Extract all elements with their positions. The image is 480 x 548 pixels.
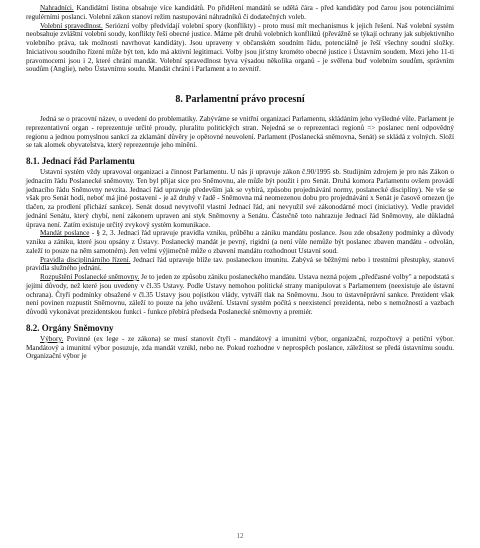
- term-nahradnici: Nahradníci.: [40, 4, 74, 12]
- chapter-title: 8. Parlamentní právo procesní: [175, 94, 305, 105]
- term-vybory: Výbory.: [40, 334, 64, 343]
- paragraph-vybory: Výbory. Povinné (ex lege - ze zákona) se musí stanovit čtyři - mandátový a imunitní výbor, organizační, rozpočtový a petiční výbor. Mandátový a imunitní výbor posuzuje, zda mandát vznikl, nebo ne. Pokud rozhodne v neprospěch poslance, záležitost se předá ústavnímu soudu. Organizační výbor je: [26, 334, 454, 361]
- chapter-intro: Jedná se o pracovní název, o uvedení do problematiky. Zabýváme se vnitřní organizací Parlamentu, skládáním jeho vyšledné vůle. Parlament je reprezentativní organ - reprezentuje určité proudy, pluralitu politických stran. Nejedná se o reprezentaci regionů => poslanec není odpovědný regionu a jednou pomyslnou sankcí za zklamání důvěry je opětovné neuvolení. Parlament (Poslanecká sněmovna, Senát) se skládá z volných. Složí se tak alomek obyvatelstva, který reprezentuje jeho mínění.: [26, 115, 454, 150]
- section-title-jednaci-rad: 8.1. Jednací řád Parlamentu: [26, 156, 135, 166]
- page-number: 12: [236, 532, 244, 540]
- term-volebni-spravedlnost: Volební spravedlnost.: [40, 21, 103, 30]
- paragraph-rozpusteni-snemovny: Rozpuštění Poslanecké sněmovny. Je to jeden ze způsobu zániku poslaneckého mandátu. Ustava nezná pojem „předčasné volby" a nepodstatá s jejími důvody, než které jsou uvedeny v čl.35 Ustavy. Podle Ustavy nemohou politické strany manipulovat s Parlamentem (neexistuje ale ústavní ochrana). Čtyři podmínky obsažené v čl.35 Ustavy jsou pojistkou vlády, vytváří tlak na Sněmovnu. Jsou to ústavněprávní sankce. Prezident však není povinen rozpustit Sněmovnu, záleží to pouze na jeho uvážení. Ustavní systém počítá s neexistencí prezidenta, nebo s nemožností a vazbach důvodů vykonávat prezidentskou funkci - funkce přebírá předseda Poslanecké sněmovny a premiér.: [26, 273, 454, 316]
- paragraph-mandat-poslance: Mandát poslance - § 2, 3. Jednací řád upravuje pravidla vzniku, průběhu a zániku mandátu poslance. Jsou zde obsaženy podmínky a důvody vzniku a zániku, které jsou opsány z Ústavy. Poslanecký mandát je pevný, rigidní (a není vůle nemůže být poslanec zbaven mandátu - odvolán, zaleží to pouze na něm samotném). Jen velmi výjimečně může o zbavení mandátu rozhodnout Ustavní soud.: [26, 229, 454, 255]
- paragraph-volebni-spravedlnost: Volební spravedlnost. Seriózní volby předvídají volební spory (konflikty) - proto musí mít mechanismus k jejich řešení. Naš volební systém neobsahuje zvláštní volební soudy, konflikty řeší obecné justice. Máme pět druhů volebních konfliktů (převážně se týkají ochrany jak subjektivního volebního práva, tak možnosti navrhovat kandidáty). Jsou upraveny v občanském soudním řádu, potenciálně je řeší všechny soudní složky. Iniciativou soudního řízení může být ten, kdo má aktivní legitimaci. Volby jsou jiťstny krométo obecné justice i Ústavním soudem. Mezi jeho 11-ti pravomocemi jsou i 2, které chrání mandát. Volební spravedlnost byva výsadou několika organů - je svěřena buď volebním soudům, správním soudům (Anglie), nebo Ústavnímu soudu. Mandát chrání i Parlament a to zevnitř.: [26, 21, 455, 74]
- section-title-organy: 8.2. Orgány Sněmovny: [26, 322, 114, 333]
- intro-block: [26, 4, 454, 74]
- paragraph-ustavni-system: Ustavní systém vždy upravoval organizaci a činnost Parlamentu. U nás ji upravuje zákon č.90/1995 sb. Studijním zdrojem je pro nás Zákon o jednacím řádu Poslanecké sněmovny. Ten byl přijat sice pro Sněmovnu, ale může být použit i pro Senát. Druhá komora Parlamentu ovšem provádí jednacího řádu Sněmovny nevzíta. Jednací řád upravuje především jak se vybírá, způsobu projednávání normy, poslanecké disciplíny). Ne vše se však pro Senát hodí, neboť má jiné postavení - je až druhý v řadě - Sněmovna má neomezenou dobu pro projednávání x Senát je časově omezen (je tlačen, za prodlení přichází sankce). Senát dosud nevytvořil vlastní Jednací řád, ani nevyužil své zákonodárné moci (iniciativy). Vedle pravidel jednání Senátu, který chybí, není zákonem upraven ani styk Sněmovny a Senátu. Částečně toto nahrazuje Jednací řád Sněmovny, ale důkladná úprava není. Zatím existuje určitý zvykový systém komunikace.: [26, 168, 454, 229]
- term-disciplinarni-rizeni: Pravidla disciplinárního řízení.: [40, 255, 131, 264]
- term-rozpusteni-snemovny: Rozpuštění Poslanecké sněmovny.: [40, 273, 140, 281]
- term-mandat-poslance: Mandát poslance: [40, 229, 90, 238]
- paragraph-disciplinarni-rizeni: Pravidla disciplinárního řízení. Jednací řád upravuje blíže tav. poslaneckou imunitu. Zabývá se běžnými nebo i trestními přestupky, stanoví pravidla služného jednání.: [26, 255, 454, 273]
- paragraph-nahradnici: Nahradníci. Kandidátní listina obsahuje více kandidátů. Po přidělení mandátů se udělá čára - před kandidáty pod čarou jsou potenciálními regulérními poslanci. Volební zákon stanoví režim nastupování náhradníků či dodatečných voleb.: [26, 4, 454, 21]
